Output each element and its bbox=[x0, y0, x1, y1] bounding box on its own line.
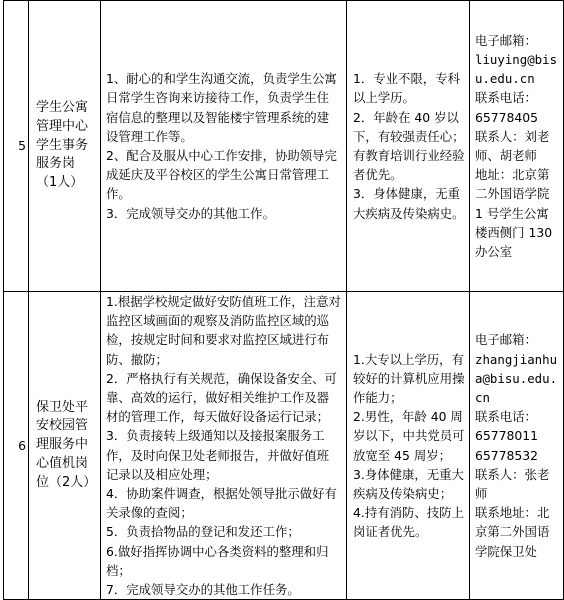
contact-line: 电子邮箱： bbox=[475, 32, 537, 48]
contact-line: 联系人：张老师 bbox=[475, 466, 550, 502]
duty-item: 7．完成领导交办的其他工作任务。 bbox=[106, 582, 300, 598]
requirement-item: 1．专业不限，专科以上学历。 bbox=[353, 71, 461, 106]
row-number: 6 bbox=[4, 292, 29, 600]
duties-cell bbox=[101, 292, 347, 600]
position-title-text: 学生公寓管理中心学生事务服务岗（1人） bbox=[36, 100, 89, 191]
job-table bbox=[3, 0, 564, 600]
contact-line: 地址：北京第二外国语学院 1 号学生公寓楼西侧门 130 办公室 bbox=[475, 167, 553, 260]
duty-item: 4．协助案件调查，根据处领导批示做好有关录像的查阅； bbox=[106, 486, 337, 521]
position-title-text: 保卫处平安校园管理服务中心值机岗位（2人） bbox=[36, 399, 97, 490]
requirement-item: 3.身体健康，无重大疾病及传染病史； bbox=[353, 466, 464, 502]
duty-item: 6.做好指挥协调中心各类资料的整理和归档； bbox=[106, 543, 329, 578]
contact-line: 电子邮箱： bbox=[475, 332, 537, 348]
requirements-cell bbox=[347, 292, 470, 600]
row-number: 5 bbox=[4, 1, 29, 292]
contact-line: 65778405 bbox=[475, 109, 539, 125]
duty-item: 1、耐心的和学生沟通交流，负责学生公寓日常学生咨询来访接待工作，负责学生住宿信息的整理以及智能楼宇管理系统的建设管理工作等。 bbox=[106, 71, 337, 144]
contact-cell bbox=[470, 292, 564, 600]
table-row bbox=[4, 292, 564, 600]
position-title bbox=[29, 1, 101, 292]
contact-line: 65778532 bbox=[475, 447, 539, 463]
contact-email[interactable]: zhangjianhua@bisu.edu.cn bbox=[475, 351, 558, 406]
contact-line: 联系地址：北京第二外国语学院保卫处 bbox=[475, 505, 550, 559]
contact-line: 联系电话： bbox=[475, 90, 537, 106]
requirement-item: 4.持有消防、技防上岗证者优先。 bbox=[353, 505, 464, 540]
position-title bbox=[29, 292, 101, 600]
duties-cell bbox=[101, 1, 347, 292]
contact-line: 联系电话： bbox=[475, 409, 537, 425]
contact-line: 联系人：刘老师、胡老师 bbox=[475, 128, 550, 163]
contact-cell bbox=[470, 1, 564, 292]
duty-item: 5．负责拾物品的登记和发还工作； bbox=[106, 524, 300, 540]
duty-item: 2．严格执行有关规范，确保设备安全、可靠、高效的运行，做好相关维护工作及器材的管理工作，每天做好设备运行记录； bbox=[106, 370, 337, 425]
requirement-item: 2.男性，年龄 40 周岁以下，中共党员可放宽至 45 周岁； bbox=[353, 409, 465, 463]
table-row bbox=[4, 1, 564, 292]
requirements-cell bbox=[347, 1, 470, 292]
requirement-item: 2．年龄在 40 岁以下，有较强责任心；有教育培训行业经验者优先。 bbox=[353, 109, 465, 183]
contact-email[interactable]: liuying@bisu.edu.cn bbox=[475, 51, 558, 87]
requirement-item: 3．身体健康，无重大疾病及传染病史。 bbox=[353, 186, 465, 221]
duty-item: 1.根据学校规定做好安防值班工作，注意对监控区域画面的观察及消防监控区域的巡检，按规定时间和要求对监控区域进行布防、撤防； bbox=[106, 294, 341, 367]
requirement-item: 1.大专以上学历，有较好的计算机应用操作能力； bbox=[353, 351, 465, 406]
duty-item: 3．完成领导交办的其他工作。 bbox=[106, 205, 275, 221]
duty-item: 3．负责接转上级通知以及接报案服务工作，及时向保卫处老师报告，并做好值班记录以及相应处理； bbox=[106, 428, 330, 482]
duty-item: 2、配合及服从中心工作安排，协助领导完成延庆及平谷校区的学生公寓日常管理工作。 bbox=[106, 148, 337, 202]
contact-line: 65778011 bbox=[475, 428, 539, 444]
